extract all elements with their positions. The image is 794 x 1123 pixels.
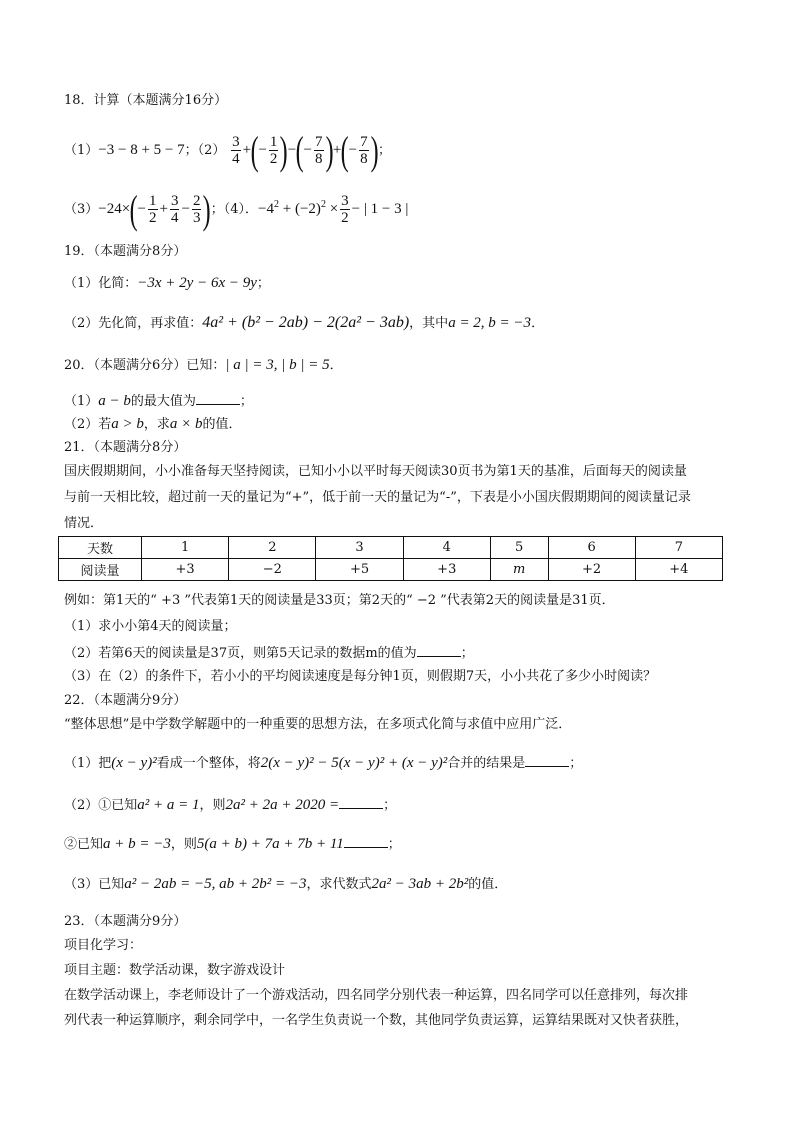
q18-part-sep2: ；（4）． bbox=[210, 202, 259, 217]
q22-l4-end: 的值． bbox=[468, 877, 508, 892]
q20-l1-expr: a − b bbox=[98, 393, 131, 409]
q23-line1: 项目化学习： bbox=[64, 938, 143, 953]
q20-l1-text: 的最大值为 bbox=[130, 394, 196, 409]
q22-l2-label: （2）①已知 bbox=[64, 798, 138, 813]
q20-cond: | a | = 3, | b | = 5 bbox=[225, 357, 330, 373]
q19-l2-mid: ，其中 bbox=[409, 316, 449, 331]
answer-blank[interactable] bbox=[417, 642, 461, 657]
q22-l2-text: ，则 bbox=[199, 798, 226, 813]
table-row bbox=[59, 559, 723, 581]
table-cell: 1 bbox=[142, 537, 229, 559]
q20-title: 20．（本题满分6分）已知： bbox=[64, 358, 226, 373]
q22-l1-expr2: 2(x − y)² − 5(x − y)² + (x − y)² bbox=[260, 755, 448, 771]
table-cell: +3 bbox=[403, 559, 490, 581]
table-cell: 阅读量 bbox=[59, 559, 142, 581]
q21-line3: （3）在（2）的条件下，若小小的平均阅读速度是每分钟1页，则假期7天，小小共花了多少小时阅读？ bbox=[64, 669, 657, 684]
answer-blank[interactable] bbox=[525, 752, 569, 767]
q19-l1-end: ； bbox=[256, 276, 270, 291]
q22-l4-label: （3）已知 bbox=[64, 877, 125, 892]
q22-l2-expr2: 2a² + 2a + 2020 = bbox=[225, 797, 340, 813]
q22-l1-text2: 合并的结果是 bbox=[447, 756, 526, 771]
q18-part1-label: （1） bbox=[64, 143, 99, 158]
q18-line2 bbox=[64, 185, 408, 230]
fraction: $\frac{7}{8}$ bbox=[315, 134, 323, 168]
q21-l2-text: （2）若第6天的阅读量是37页，则第5天记录的数据m的值为 bbox=[64, 646, 417, 661]
q20-l2-expr2: a × b bbox=[169, 416, 203, 432]
q18-part-sep: ；（2） bbox=[184, 143, 226, 158]
q18-part3-label: （3） bbox=[64, 202, 99, 217]
q20-line2 bbox=[64, 414, 242, 435]
q19-l2-end: ． bbox=[531, 316, 545, 331]
table-cell: 天数 bbox=[59, 537, 142, 559]
q21-para-line3: 情况． bbox=[64, 516, 104, 531]
fraction: $\frac{7}{8}$ bbox=[360, 134, 368, 168]
table-cell: −2 bbox=[229, 559, 316, 581]
table-cell: 6 bbox=[548, 537, 635, 559]
answer-blank[interactable] bbox=[196, 390, 240, 405]
reading-record-table bbox=[58, 536, 723, 581]
q22-intro: “整体思想”是中学数学解题中的一种重要的思想方法，在多项式化简与求值中应用广泛． bbox=[64, 717, 572, 732]
q19-title: 19．（本题满分8分） bbox=[64, 244, 187, 259]
q21-l2-end: ； bbox=[460, 646, 474, 661]
q18-part1-expr: −3 − 8 + 5 − 7 bbox=[98, 142, 185, 158]
table-cell: 5 bbox=[490, 537, 548, 559]
q22-l2-end: ； bbox=[383, 798, 397, 813]
q22-l2-expr1: a² + a = 1 bbox=[137, 797, 200, 813]
q20-l1-end: ； bbox=[239, 394, 253, 409]
q21-title: 21．（本题满分8分） bbox=[64, 440, 187, 455]
q21-para-line2: 与前一天相比较，超过前一天的量记为“+”，低于前一天的量记为“-”，下表是小小国庆假期期间的阅读量记录 bbox=[64, 490, 691, 505]
q19-l1-label: （1）化简： bbox=[64, 276, 138, 291]
q22-l3-expr1: a + b = −3 bbox=[103, 836, 171, 852]
q21-line1: （1）求小小第4天的阅读量； bbox=[64, 619, 237, 634]
q18-part2-expr: $\frac{3}{4}$ +(− $\frac{1}{2}$ )−(− $\frac{7}{8}$ )+(− $\frac{7}{8}$ ) bbox=[232, 127, 379, 173]
q22-l3-end: ； bbox=[387, 837, 401, 852]
q18-title: 18．计算（本题满分16分） bbox=[64, 93, 228, 108]
q22-l1-expr1: (x − y)² bbox=[111, 755, 157, 771]
q22-l3-text: ，则 bbox=[170, 837, 197, 852]
table-cell: 3 bbox=[316, 537, 403, 559]
q22-l1-end: ； bbox=[569, 756, 583, 771]
q19-l2-label: （2）先化简，再求值： bbox=[64, 316, 203, 331]
fraction: $\frac{2}{3}$ bbox=[192, 193, 201, 227]
answer-blank[interactable] bbox=[344, 833, 388, 848]
fraction: $\frac{3}{4}$ bbox=[170, 193, 179, 227]
q20-l2-text: ，求 bbox=[143, 417, 170, 432]
fraction: $\frac{1}{2}$ bbox=[269, 134, 278, 168]
answer-blank[interactable] bbox=[339, 794, 383, 809]
table-cell: +4 bbox=[635, 559, 722, 581]
q22-l1-label: （1）把 bbox=[64, 756, 112, 771]
q23-line4: 列代表一种运算顺序，剩余同学中，一名学生负责说一个数，其他同学负责运算，运算结果既对又快者获胜， bbox=[64, 1013, 689, 1028]
q22-title: 22．（本题满分9分） bbox=[64, 693, 187, 708]
table-cell: 2 bbox=[229, 537, 316, 559]
q19-l2-cond: a = 2, b = −3 bbox=[448, 315, 532, 331]
q22-l4-text: ，求代数式 bbox=[306, 877, 372, 892]
q20-l2-end: 的值． bbox=[202, 417, 242, 432]
table-header-row bbox=[59, 537, 723, 559]
q18-part2-end: ； bbox=[377, 143, 391, 158]
q22-line2 bbox=[64, 794, 396, 816]
table-cell: +3 bbox=[142, 559, 229, 581]
q20-title-line bbox=[64, 355, 343, 376]
table-cell: 4 bbox=[403, 537, 490, 559]
q23-title: 23．（本题满分9分） bbox=[64, 914, 187, 929]
q22-l3-expr2: 5(a + b) + 7a + 7b + 11 bbox=[196, 836, 344, 852]
q22-line1 bbox=[64, 752, 582, 774]
q23-line3: 在数学活动课上，李老师设计了一个游戏活动，四名同学分别代表一种运算，四名同学可以任意排列，每次排 bbox=[64, 988, 689, 1003]
q18-part3-expr: −24×(− $\frac{1}{2}$ + $\frac{3}{4}$ − $\frac{2}{3}$ ) bbox=[98, 186, 212, 232]
q20-line1 bbox=[64, 390, 253, 412]
table-cell: +5 bbox=[316, 559, 403, 581]
fraction: $\frac{1}{2}$ bbox=[149, 193, 157, 227]
q22-l4-expr2: 2a² − 3ab + 2b² bbox=[371, 876, 469, 892]
q21-line2 bbox=[64, 642, 474, 664]
q21-example: 例如：第1天的“ +3 ”代表第1天的阅读量是33页；第2天的“ −2 ”代表第2天的阅读量是31页． bbox=[64, 593, 615, 608]
table-cell: +2 bbox=[548, 559, 635, 581]
q20-l2-label: （2）若 bbox=[64, 417, 112, 432]
q19-line1 bbox=[64, 273, 270, 294]
q19-line2 bbox=[64, 313, 544, 334]
q22-line4 bbox=[64, 874, 507, 895]
q19-l1-expr: −3x + 2y − 6x − 9y bbox=[137, 275, 257, 291]
q18-part4-expr: $-4^2 + (-2)^2$ × $\frac{3}{2}$ − | 1 − 3 | bbox=[258, 193, 409, 227]
q22-line3 bbox=[64, 833, 401, 855]
q19-l2-expr: 4a² + (b² − 2ab) − 2(2a² − 3ab) bbox=[202, 314, 410, 331]
q20-l1-label: （1） bbox=[64, 394, 99, 409]
q21-para-line1: 国庆假期期间，小小准备每天坚持阅读，已知小小以平时每天阅读30页书为第1天的基准，后面每天的阅读量 bbox=[64, 464, 687, 479]
fraction: $\frac{3}{2}$ bbox=[341, 193, 349, 227]
q22-l4-expr1: a² − 2ab = −5, ab + 2b² = −3 bbox=[124, 876, 307, 892]
q23-line2: 项目主题：数学活动课，数字游戏设计 bbox=[64, 963, 286, 978]
q18-line1 bbox=[64, 127, 391, 173]
q20-l2-expr1: a > b bbox=[111, 416, 144, 432]
table-cell: m bbox=[490, 559, 548, 581]
q22-l1-text: 看成一个整体，将 bbox=[156, 756, 261, 771]
fraction: $\frac{3}{4}$ bbox=[232, 134, 240, 168]
q22-l3-label: ②已知 bbox=[64, 837, 104, 852]
table-cell: 7 bbox=[635, 537, 722, 559]
q20-cond-end: ． bbox=[329, 358, 343, 373]
